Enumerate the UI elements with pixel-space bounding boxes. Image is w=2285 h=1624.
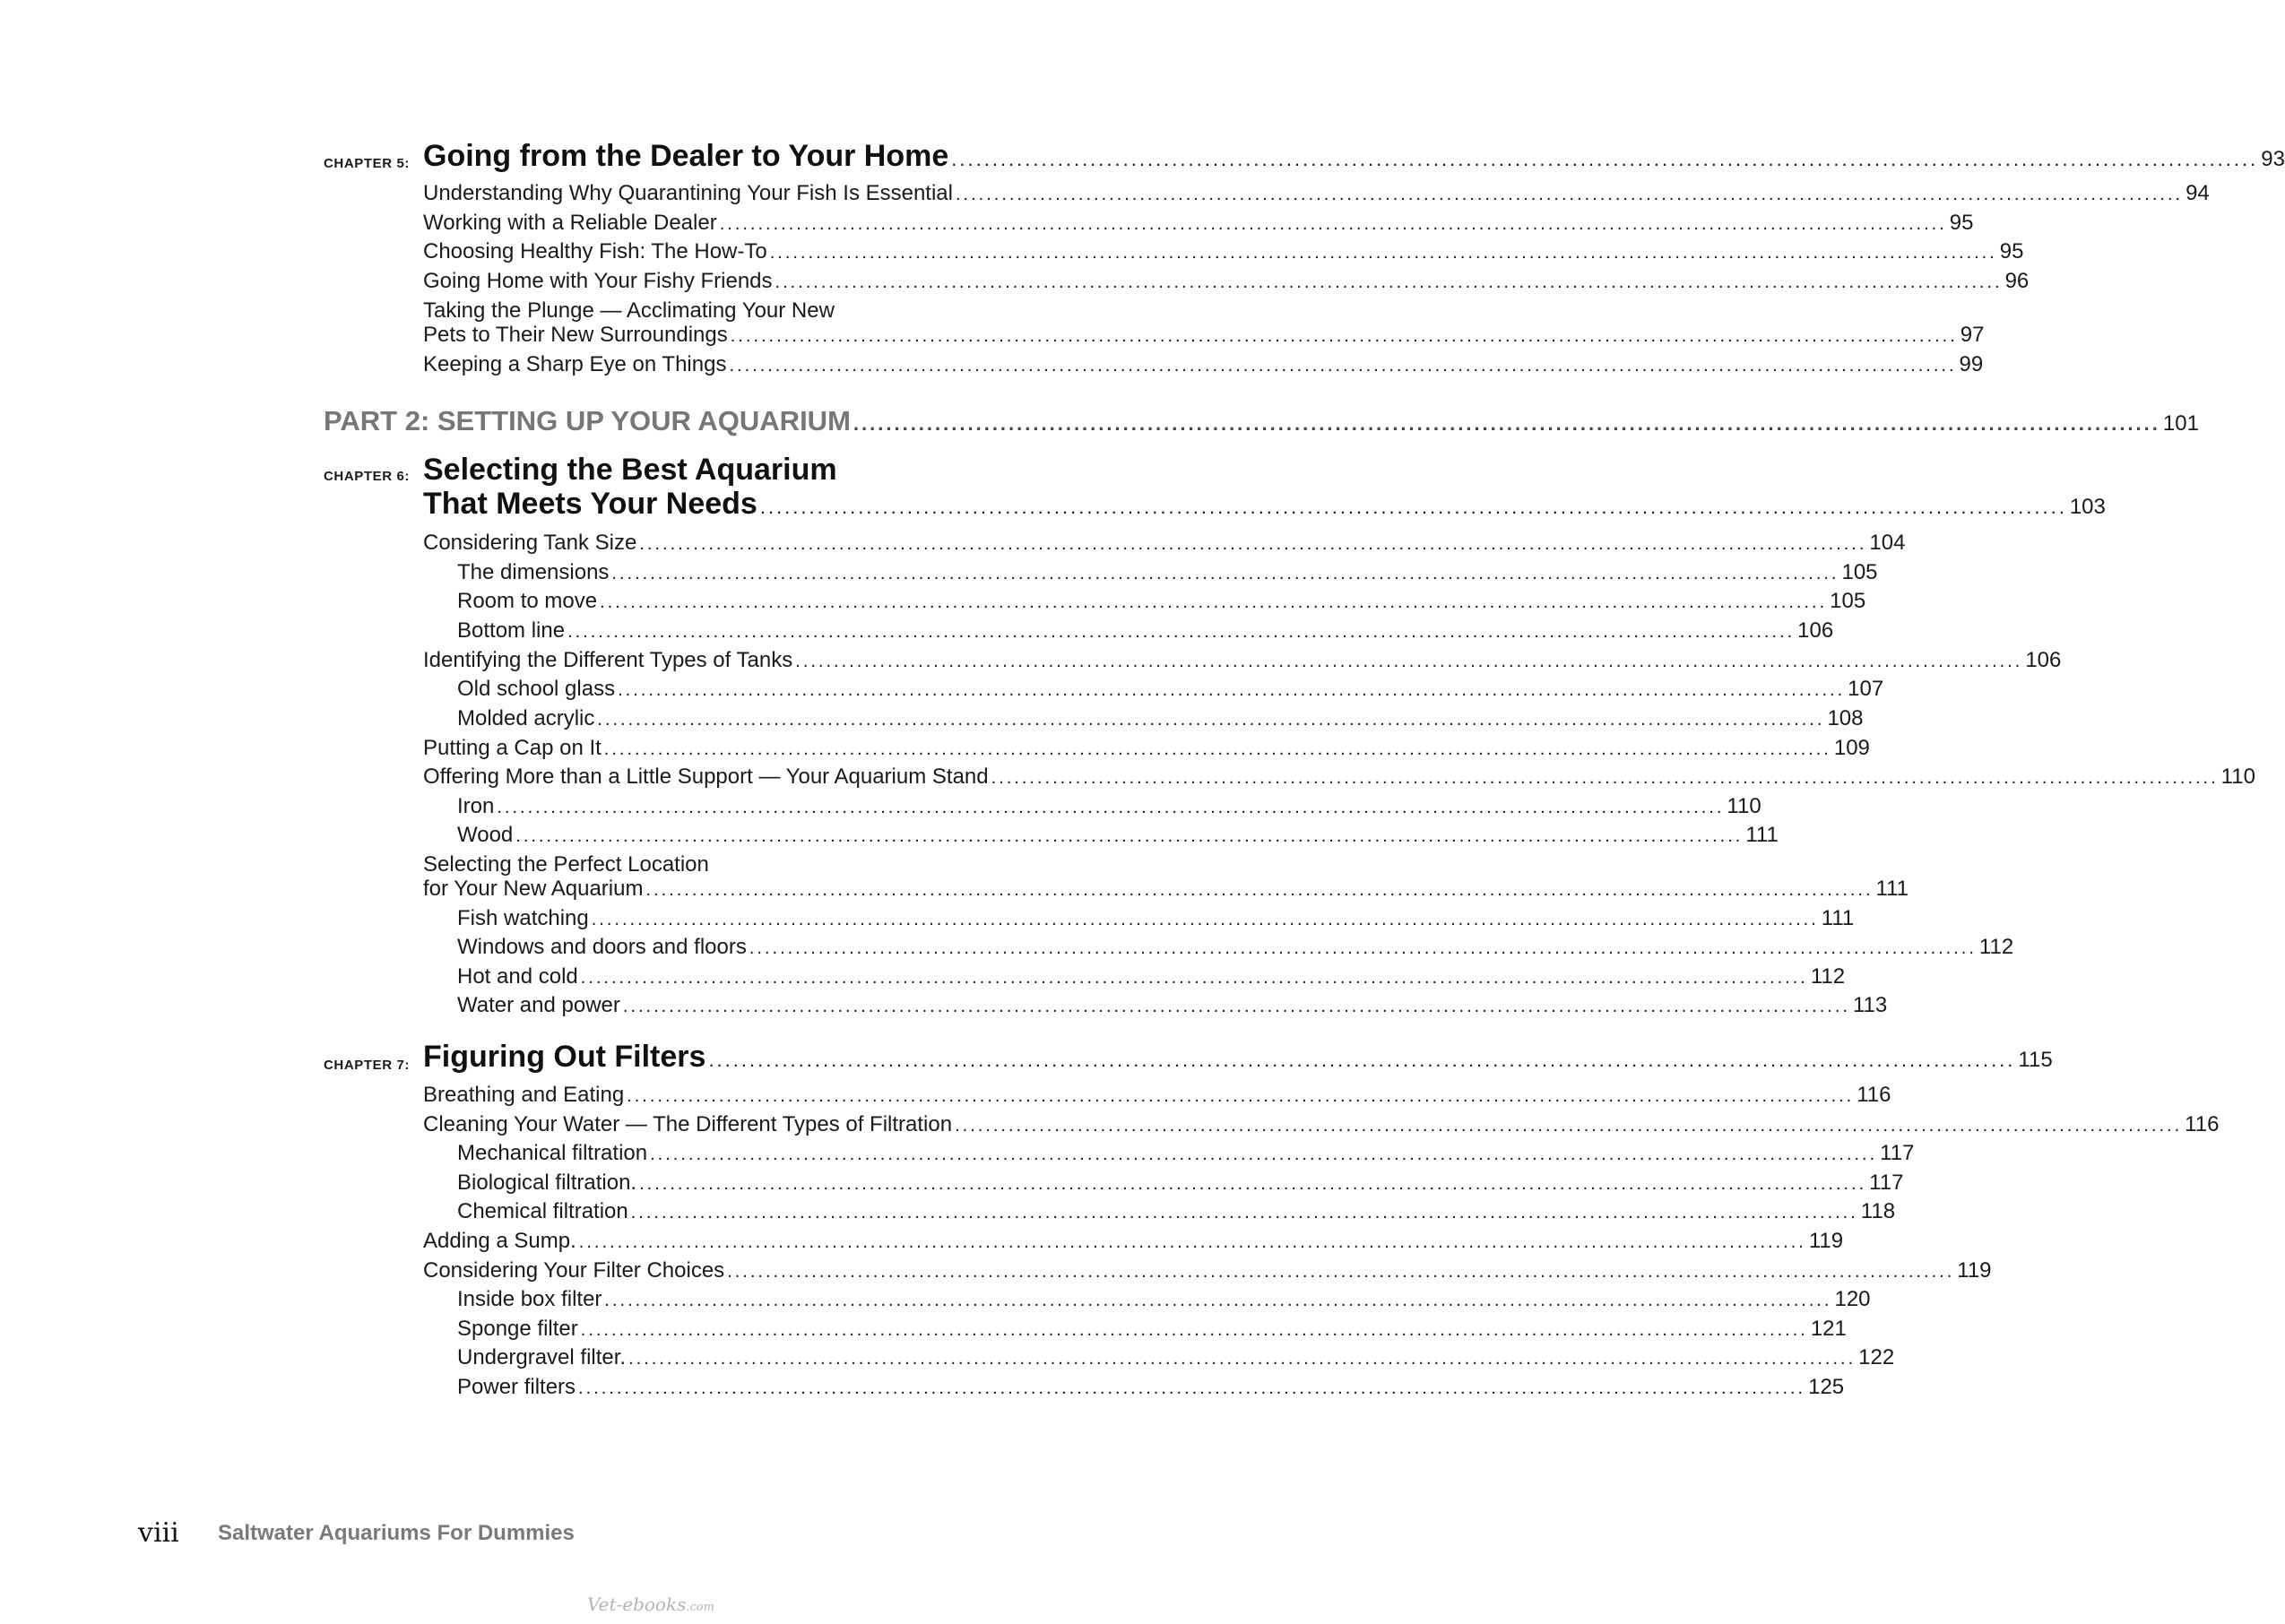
dot-leader: ................................................................................................................................................................ [853, 412, 2160, 435]
toc-subentry[interactable] [457, 1199, 1896, 1224]
chapter-7-page: 115 [2018, 1048, 2053, 1072]
chapter-6-page: 103 [2069, 495, 2106, 519]
toc-entry[interactable] [423, 1083, 1891, 1108]
toc-entry-page: 113 [1852, 993, 1888, 1017]
dot-leader: ................................................................................................................................................................ [991, 768, 2219, 788]
toc-entry-title: Room to move [457, 589, 598, 613]
toc-entry-page: 112 [1810, 964, 1846, 989]
toc-entry-title: Inside box filter [457, 1287, 602, 1311]
toc-entry-page: 110 [1727, 794, 1761, 818]
toc-entry-page: 106 [1797, 618, 1834, 643]
dot-leader: ................................................................................................................................................................ [749, 938, 1977, 958]
toc-entry-first-line[interactable]: Selecting the Perfect Location [423, 852, 709, 877]
dot-leader: ................................................................................................................................................................ [650, 1145, 1878, 1164]
part-2-page: 101 [2162, 411, 2199, 436]
toc-entry-page: 106 [2025, 648, 2062, 672]
toc-subentry[interactable] [457, 1375, 1845, 1400]
toc-entry-title: Iron [457, 794, 495, 818]
dot-leader: ................................................................................................................................................................ [645, 880, 1874, 900]
chapter-7-label: CHAPTER 7: [324, 1058, 411, 1073]
dot-leader: ................................................................................................................................................................ [759, 496, 2067, 518]
toc-entry-title: Undergravel filter. [457, 1345, 627, 1369]
dot-leader: ................................................................................................................................................................ [578, 1378, 1806, 1398]
toc-entry-page: 111 [1821, 906, 1855, 930]
dot-leader: ................................................................................................................................................................ [567, 622, 1796, 642]
toc-entry-title: Working with a Reliable Dealer [423, 211, 717, 235]
toc-subentry[interactable] [457, 1170, 1904, 1196]
watermark-suffix: .com [686, 1601, 714, 1614]
toc-entry[interactable] [423, 1229, 1844, 1254]
dot-leader: ................................................................................................................................................................ [775, 272, 2003, 292]
toc-entry-title: Biological filtration. [457, 1170, 637, 1195]
toc-entry-title: Putting a Cap on It [423, 736, 602, 760]
toc-entry-page: 97 [1960, 323, 1985, 347]
dot-leader: ................................................................................................................................................................ [951, 148, 2259, 170]
toc-entry-page: 104 [1869, 531, 1906, 555]
chapter-6-title-line2: That Meets Your Needs [423, 487, 757, 521]
toc-entry-page: 119 [1957, 1258, 1992, 1283]
chapter-7-heading-row[interactable] [423, 1040, 2053, 1075]
toc-entry-page: 117 [1869, 1170, 1904, 1195]
toc-entry-page: 125 [1808, 1375, 1845, 1399]
dot-leader: ................................................................................................................................................................ [769, 243, 1997, 263]
toc-entry-title: Keeping a Sharp Eye on Things [423, 352, 727, 376]
watermark-text: Vet-ebooks [587, 1594, 687, 1615]
toc-entry-page: 105 [1830, 589, 1866, 613]
toc-entry-title: Pets to Their New Surroundings [423, 323, 728, 347]
part-2-title: PART 2: SETTING UP YOUR AQUARIUM [324, 405, 851, 436]
toc-entry[interactable] [423, 1258, 1992, 1283]
toc-entry-title: Considering Your Filter Choices [423, 1258, 725, 1283]
dot-leader: ................................................................................................................................................................ [708, 1049, 2016, 1071]
toc-entry-page: 117 [1880, 1141, 1915, 1165]
toc-entry[interactable] [423, 1112, 2220, 1137]
toc-entry-page: 110 [2220, 764, 2255, 789]
toc-entry-title: Power filters [457, 1375, 576, 1399]
toc-entry-page: 99 [1959, 352, 1984, 376]
toc-subentry[interactable] [457, 1317, 1847, 1342]
toc-entry-page: 111 [1875, 877, 1909, 901]
dot-leader: ................................................................................................................................................................ [580, 968, 1808, 988]
toc-entry-title: Windows and doors and floors [457, 935, 747, 959]
dot-leader: ................................................................................................................................................................ [627, 1086, 1855, 1106]
toc-entry-page: 108 [1827, 706, 1864, 730]
toc-entry-page: 109 [1833, 736, 1870, 760]
toc-subentry[interactable] [457, 1141, 1915, 1166]
toc-entry-page: 111 [1745, 823, 1779, 847]
toc-entry-page: 116 [1857, 1083, 1891, 1107]
toc-entry-title: Hot and cold [457, 964, 578, 989]
toc-entry-page: 119 [1808, 1229, 1844, 1253]
toc-entry-page: 95 [1949, 211, 1974, 235]
dot-leader: ................................................................................................................................................................ [795, 652, 2023, 671]
dot-leader: ................................................................................................................................................................ [597, 710, 1825, 730]
dot-leader: ................................................................................................................................................................ [955, 1116, 2183, 1136]
toc-entry-title: The dimensions [457, 560, 610, 584]
dot-leader: ................................................................................................................................................................ [600, 592, 1828, 612]
toc-entry-title: Mechanical filtration [457, 1141, 648, 1165]
toc-entry-page: 121 [1810, 1317, 1847, 1341]
toc-entry-first-line[interactable]: Taking the Plunge — Acclimating Your New [423, 298, 835, 323]
dot-leader: ................................................................................................................................................................ [628, 1349, 1857, 1369]
chapter-6-title-line1[interactable]: Selecting the Best Aquarium [423, 453, 837, 487]
dot-leader: ................................................................................................................................................................ [603, 739, 1831, 759]
chapter-5-page: 93 [2261, 147, 2285, 171]
footer-book-title: Saltwater Aquariums For Dummies [218, 1521, 575, 1545]
toc-entry-title: Wood [457, 823, 514, 847]
dot-leader: ................................................................................................................................................................ [639, 1174, 1867, 1194]
toc-entry-title: Understanding Why Quarantining Your Fish Is Essential [423, 181, 953, 205]
toc-entry-title: Going Home with Your Fishy Friends [423, 269, 773, 293]
footer-page-number: viii [138, 1517, 179, 1549]
toc-entry-title: Molded acrylic [457, 706, 595, 730]
toc-entry-title: Fish watching [457, 906, 589, 930]
dot-leader: ................................................................................................................................................................ [604, 1291, 1832, 1310]
dot-leader: ................................................................................................................................................................ [611, 564, 1839, 583]
toc-entry-page: 122 [1858, 1345, 1895, 1369]
toc-entry-page: 94 [2185, 181, 2210, 205]
toc-entry-title: Breathing and Eating [423, 1083, 625, 1107]
toc-entry-page: 112 [1978, 935, 2014, 959]
toc-entry-title: Choosing Healthy Fish: The How-To [423, 239, 767, 263]
chapter-6-label: CHAPTER 6: [324, 469, 411, 484]
toc-entry-page: 95 [1999, 239, 2024, 263]
toc-entry-page: 107 [1848, 677, 1884, 701]
toc-entry-title: Cleaning Your Water — The Different Types of Filtration [423, 1112, 953, 1136]
dot-leader: ................................................................................................................................................................ [622, 997, 1850, 1016]
toc-entry-title: Chemical filtration [457, 1199, 628, 1223]
dot-leader: ................................................................................................................................................................ [618, 680, 1846, 700]
chapter-5-label: CHAPTER 5: [324, 156, 411, 171]
chapter-5-title: Going from the Dealer to Your Home [423, 139, 949, 173]
toc-entry-page: 105 [1841, 560, 1878, 584]
toc-entry-page: 118 [1860, 1199, 1896, 1223]
toc-entry-page: 96 [2004, 269, 2030, 293]
toc-entry-title: Considering Tank Size [423, 531, 637, 555]
toc-entry-page: 116 [2185, 1112, 2220, 1136]
toc-entry-title: Sponge filter [457, 1317, 578, 1341]
toc-entry-title: Water and power [457, 993, 620, 1017]
toc-entry-title: Old school glass [457, 677, 616, 701]
toc-entry-title: Offering More than a Little Support — Your Aquarium Stand [423, 764, 989, 789]
dot-leader: ................................................................................................................................................................ [591, 910, 1819, 929]
dot-leader: ................................................................................................................................................................ [630, 1203, 1858, 1222]
toc-entry-page: 120 [1834, 1287, 1871, 1311]
dot-leader: ................................................................................................................................................................ [580, 1320, 1808, 1340]
toc-subentry[interactable] [457, 1287, 1871, 1312]
dot-leader: ................................................................................................................................................................ [730, 326, 1958, 346]
toc-subentry[interactable] [457, 1345, 1895, 1370]
watermark-logo [587, 1594, 714, 1615]
dot-leader: ................................................................................................................................................................ [729, 356, 1957, 376]
chapter-7-title: Figuring Out Filters [423, 1040, 706, 1074]
dot-leader: ................................................................................................................................................................ [719, 214, 1947, 234]
toc-entry-title: Identifying the Different Types of Tanks [423, 648, 793, 672]
dot-leader: ................................................................................................................................................................ [578, 1232, 1806, 1252]
toc-entry-title: Bottom line [457, 618, 566, 643]
dot-leader: ................................................................................................................................................................ [956, 185, 2184, 204]
dot-leader: ................................................................................................................................................................ [727, 1262, 1955, 1282]
toc-entry-title: Adding a Sump. [423, 1229, 576, 1253]
toc-entry-title: for Your New Aquarium [423, 877, 644, 901]
dot-leader: ................................................................................................................................................................ [497, 798, 1725, 817]
dot-leader: ................................................................................................................................................................ [515, 826, 1744, 846]
dot-leader: ................................................................................................................................................................ [639, 534, 1867, 554]
